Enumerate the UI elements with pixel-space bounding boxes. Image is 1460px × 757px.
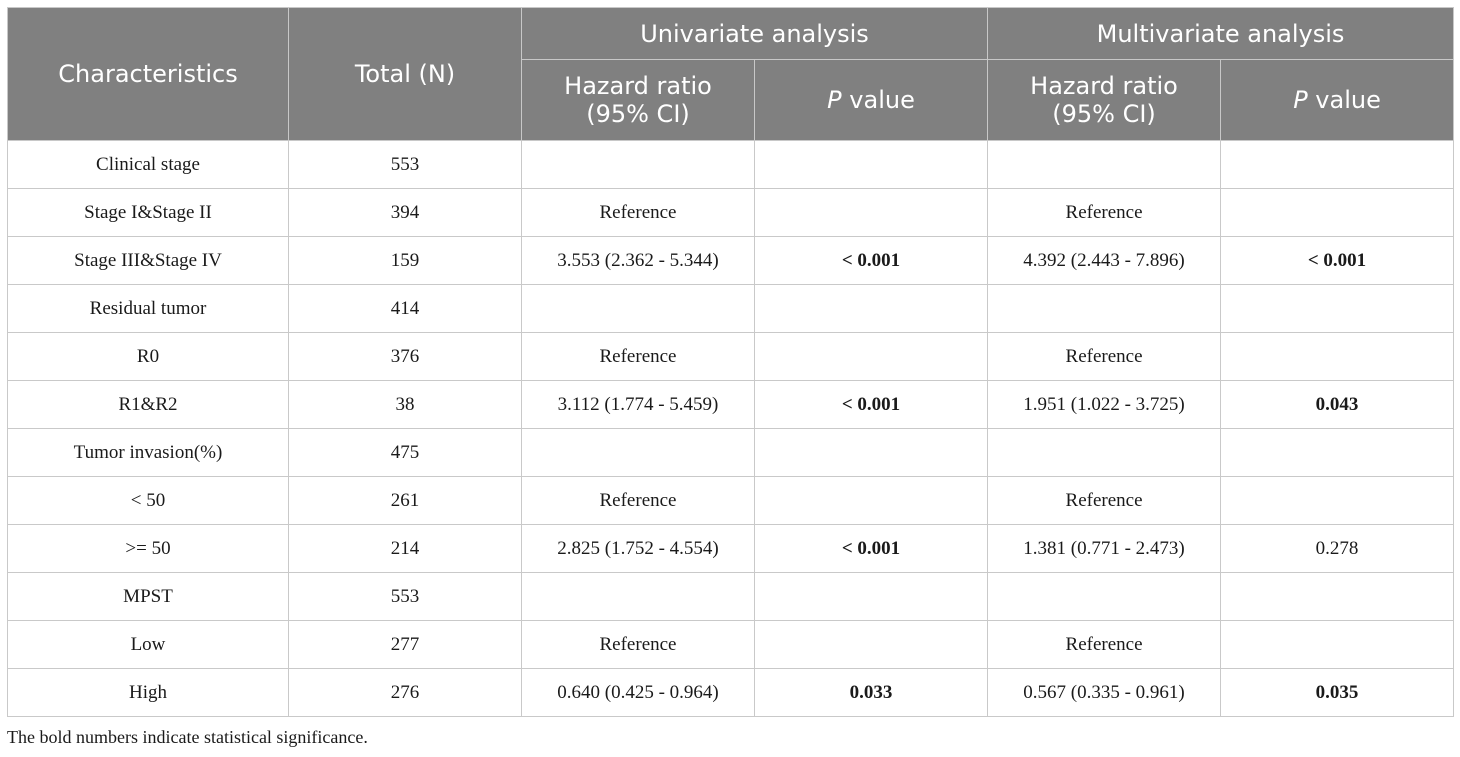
cell-multi-hazard-ratio	[988, 285, 1221, 333]
cell-characteristic: Stage III&Stage IV	[8, 237, 289, 285]
cell-multi-hazard-ratio: 0.567 (0.335 - 0.961)	[988, 669, 1221, 717]
cell-uni-hazard-ratio: 3.553 (2.362 - 5.344)	[522, 237, 755, 285]
header-characteristics: Characteristics	[8, 8, 289, 141]
hazard-ratio-label: Hazard ratio	[1030, 72, 1178, 100]
cell-characteristic: Clinical stage	[8, 141, 289, 189]
cell-characteristic: High	[8, 669, 289, 717]
hazard-ratio-label: Hazard ratio	[564, 72, 712, 100]
cell-multi-p-value	[1221, 621, 1454, 669]
footnote: The bold numbers indicate statistical significance.	[7, 727, 368, 747]
cell-characteristic: >= 50	[8, 525, 289, 573]
cell-uni-p-value	[755, 621, 988, 669]
header-multivariate: Multivariate analysis	[988, 8, 1454, 60]
cell-multi-p-value	[1221, 333, 1454, 381]
cell-characteristic: Residual tumor	[8, 285, 289, 333]
table-row	[8, 189, 1454, 237]
cell-total: 394	[289, 189, 522, 237]
table-row	[8, 573, 1454, 621]
table-row	[8, 381, 1454, 429]
cell-total: 414	[289, 285, 522, 333]
cell-multi-hazard-ratio: Reference	[988, 621, 1221, 669]
cell-uni-p-value	[755, 573, 988, 621]
cell-uni-hazard-ratio: Reference	[522, 333, 755, 381]
cell-uni-p-value: < 0.001	[755, 381, 988, 429]
cell-multi-p-value	[1221, 477, 1454, 525]
cell-uni-hazard-ratio: 0.640 (0.425 - 0.964)	[522, 669, 755, 717]
table-row	[8, 429, 1454, 477]
cell-uni-p-value: < 0.001	[755, 237, 988, 285]
cell-uni-hazard-ratio	[522, 429, 755, 477]
cell-total: 38	[289, 381, 522, 429]
table-row	[8, 237, 1454, 285]
table-row	[8, 477, 1454, 525]
cell-multi-hazard-ratio: 1.951 (1.022 - 3.725)	[988, 381, 1221, 429]
cell-uni-p-value	[755, 333, 988, 381]
p-letter: P	[827, 86, 842, 114]
cell-multi-p-value	[1221, 285, 1454, 333]
header-uni-p-value	[755, 60, 988, 141]
cell-uni-p-value: 0.033	[755, 669, 988, 717]
cell-uni-p-value	[755, 429, 988, 477]
cell-total: 553	[289, 141, 522, 189]
table-row	[8, 141, 1454, 189]
cell-characteristic: MPST	[8, 573, 289, 621]
table-row	[8, 525, 1454, 573]
cell-multi-p-value: 0.278	[1221, 525, 1454, 573]
header-univariate: Univariate analysis	[522, 8, 988, 60]
cell-characteristic: R1&R2	[8, 381, 289, 429]
cell-characteristic: Stage I&Stage II	[8, 189, 289, 237]
cell-multi-p-value	[1221, 429, 1454, 477]
cell-uni-p-value	[755, 189, 988, 237]
cell-uni-p-value: < 0.001	[755, 525, 988, 573]
cell-multi-hazard-ratio: Reference	[988, 189, 1221, 237]
cell-multi-hazard-ratio	[988, 573, 1221, 621]
cell-characteristic: R0	[8, 333, 289, 381]
cell-uni-p-value	[755, 141, 988, 189]
cell-multi-p-value: 0.043	[1221, 381, 1454, 429]
cell-uni-p-value	[755, 285, 988, 333]
cell-total: 261	[289, 477, 522, 525]
p-letter: P	[1293, 86, 1308, 114]
cell-uni-hazard-ratio	[522, 573, 755, 621]
cell-multi-p-value	[1221, 141, 1454, 189]
cell-multi-p-value	[1221, 189, 1454, 237]
header-multi-p-value	[1221, 60, 1454, 141]
table-row	[8, 333, 1454, 381]
ci-label: (95% CI)	[1052, 100, 1156, 128]
cell-multi-p-value	[1221, 573, 1454, 621]
ci-label: (95% CI)	[586, 100, 690, 128]
cell-total: 376	[289, 333, 522, 381]
table-row	[8, 285, 1454, 333]
cell-multi-p-value: 0.035	[1221, 669, 1454, 717]
table-row	[8, 621, 1454, 669]
cell-characteristic: Low	[8, 621, 289, 669]
cell-uni-hazard-ratio	[522, 285, 755, 333]
p-value-label: value	[1307, 86, 1381, 114]
table-row	[8, 669, 1454, 717]
cell-multi-hazard-ratio	[988, 429, 1221, 477]
table-body	[8, 141, 1454, 717]
cell-uni-hazard-ratio: Reference	[522, 621, 755, 669]
cell-total: 475	[289, 429, 522, 477]
cell-multi-p-value: < 0.001	[1221, 237, 1454, 285]
cell-characteristic: Tumor invasion(%)	[8, 429, 289, 477]
results-table	[7, 7, 1454, 717]
cell-total: 277	[289, 621, 522, 669]
cell-characteristic: < 50	[8, 477, 289, 525]
cell-multi-hazard-ratio: 4.392 (2.443 - 7.896)	[988, 237, 1221, 285]
cell-uni-hazard-ratio: Reference	[522, 477, 755, 525]
cell-multi-hazard-ratio: Reference	[988, 333, 1221, 381]
cell-uni-hazard-ratio: 3.112 (1.774 - 5.459)	[522, 381, 755, 429]
table-header	[8, 8, 1454, 141]
cell-total: 214	[289, 525, 522, 573]
header-total: Total (N)	[289, 8, 522, 141]
cell-total: 159	[289, 237, 522, 285]
cell-multi-hazard-ratio: 1.381 (0.771 - 2.473)	[988, 525, 1221, 573]
cell-total: 276	[289, 669, 522, 717]
cell-uni-hazard-ratio	[522, 141, 755, 189]
cell-uni-hazard-ratio: 2.825 (1.752 - 4.554)	[522, 525, 755, 573]
cell-uni-hazard-ratio: Reference	[522, 189, 755, 237]
cell-multi-hazard-ratio	[988, 141, 1221, 189]
cell-total: 553	[289, 573, 522, 621]
p-value-label: value	[841, 86, 915, 114]
header-multi-hazard-ratio	[988, 60, 1221, 141]
header-uni-hazard-ratio	[522, 60, 755, 141]
cell-multi-hazard-ratio: Reference	[988, 477, 1221, 525]
cell-uni-p-value	[755, 477, 988, 525]
